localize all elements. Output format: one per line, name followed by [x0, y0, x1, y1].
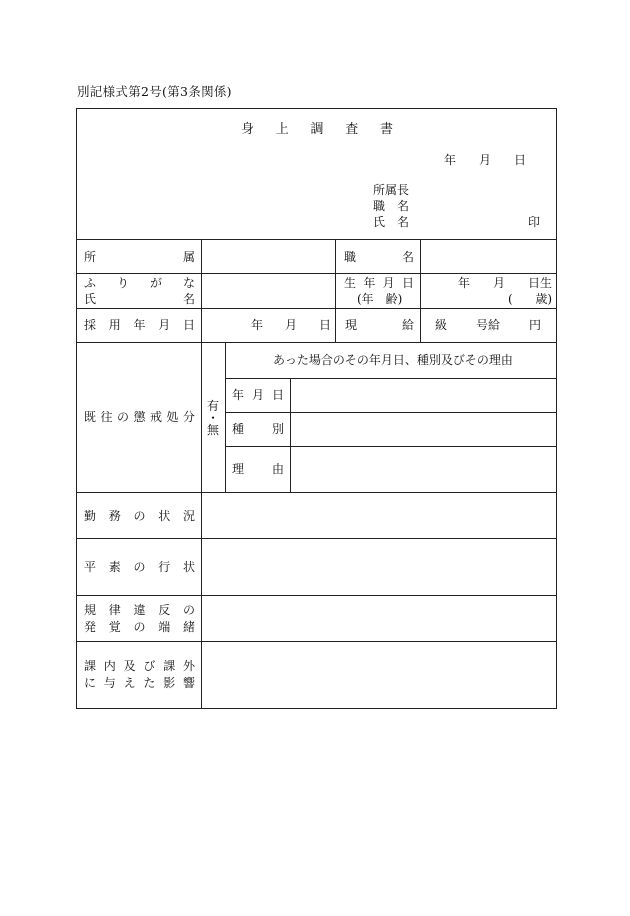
char: 行 — [158, 560, 171, 574]
char: 及 — [123, 659, 136, 673]
char: 書 — [379, 122, 393, 137]
impact-label-line2 — [84, 677, 195, 689]
name-label — [84, 293, 195, 305]
char: 年 — [133, 318, 146, 332]
char: 反 — [158, 603, 171, 617]
daily-conduct-label — [84, 561, 195, 573]
char: た — [143, 676, 156, 690]
char: 違 — [133, 603, 146, 617]
char: に — [84, 676, 97, 690]
char: 日 — [513, 153, 526, 167]
char: 種 — [232, 422, 245, 436]
age-value[interactable] — [508, 293, 552, 305]
form-title — [241, 123, 393, 136]
char: 覚 — [108, 620, 121, 634]
char: 月 — [478, 153, 491, 167]
char: が — [149, 276, 162, 290]
char: 分 — [182, 410, 195, 424]
char: 理 — [232, 462, 245, 476]
char: 年 — [251, 318, 264, 332]
char: び — [143, 659, 156, 673]
furigana-label — [84, 277, 195, 289]
report-date[interactable] — [444, 154, 526, 166]
char: 日 — [182, 318, 195, 332]
char: り — [116, 276, 129, 290]
char: 現 — [345, 318, 358, 332]
char: 採 — [84, 318, 97, 332]
char: の — [182, 603, 195, 617]
char: え — [123, 676, 136, 690]
violation-discovery-label-line1 — [84, 604, 195, 616]
no-option[interactable]: 無 — [207, 423, 220, 437]
char: 年 — [363, 276, 376, 290]
char: 歳) — [535, 292, 552, 306]
char: の — [133, 560, 146, 574]
birthdate-label — [344, 277, 414, 289]
char: 月 — [382, 276, 395, 290]
chief-post-label — [373, 200, 409, 212]
char: 課 — [84, 659, 97, 673]
char: 況 — [182, 509, 195, 523]
char: 氏 — [84, 292, 97, 306]
char: 職 — [373, 199, 386, 213]
seal-mark: 印 — [528, 215, 541, 229]
separator-dot: ・ — [207, 411, 220, 425]
char: 課 — [163, 659, 176, 673]
char: 務 — [108, 509, 121, 523]
char: 懲 — [133, 410, 146, 424]
char: 由 — [271, 462, 284, 476]
char: 日 — [271, 388, 284, 402]
char: 円 — [528, 318, 541, 332]
impact-label-line1 — [84, 660, 195, 672]
current-salary-label — [345, 319, 414, 331]
form-caption: 別記様式第2号(第3条関係) — [77, 84, 232, 99]
char: 給 — [401, 318, 414, 332]
disciplinary-history-label — [84, 411, 195, 423]
discipline-type-label — [232, 423, 284, 435]
char: 氏 — [373, 215, 386, 229]
char: 調 — [310, 122, 324, 137]
char: 外 — [182, 659, 195, 673]
discipline-date-label — [232, 389, 284, 401]
char: 年 — [444, 153, 457, 167]
birthdate-value[interactable] — [458, 277, 552, 289]
char: 年 — [458, 276, 471, 290]
char: 職 — [344, 250, 357, 264]
char: 生 — [344, 276, 357, 290]
char: 別 — [271, 422, 284, 436]
char: 勤 — [84, 509, 97, 523]
chief-name-label — [373, 216, 409, 228]
salary-grade-value[interactable] — [435, 319, 541, 331]
char: 名 — [396, 199, 409, 213]
char: 日 — [318, 318, 331, 332]
char: ( — [508, 292, 513, 306]
work-status-label — [84, 510, 195, 522]
hire-date-label — [84, 319, 195, 331]
post-label — [344, 251, 414, 263]
char: 処 — [166, 410, 179, 424]
char: の — [133, 620, 146, 634]
yes-option[interactable]: 有 — [207, 399, 220, 413]
age-label: (年 齢) — [357, 292, 403, 306]
char: 月 — [284, 318, 297, 332]
char: の — [116, 410, 129, 424]
char: 査 — [345, 122, 359, 137]
char: 用 — [108, 318, 121, 332]
char: 緒 — [182, 620, 195, 634]
char: ふ — [84, 276, 97, 290]
char: 級 — [435, 318, 448, 332]
char: 日生 — [527, 276, 552, 290]
char: 既 — [84, 410, 97, 424]
hire-date-value[interactable] — [251, 319, 331, 331]
char: 名 — [401, 250, 414, 264]
char: 戒 — [149, 410, 162, 424]
char: 状 — [182, 560, 195, 574]
char: 発 — [84, 620, 97, 634]
char: な — [182, 276, 195, 290]
char: 月 — [492, 276, 505, 290]
char: 月 — [251, 388, 264, 402]
char: 所 — [84, 250, 97, 264]
discipline-note: あった場合のその年月日、種別及びその理由 — [273, 353, 513, 367]
char: 年 — [232, 388, 245, 402]
affiliation-label — [84, 251, 195, 263]
char: 身 — [241, 122, 255, 137]
char: 属 — [182, 250, 195, 264]
chief-label: 所属長 — [373, 183, 410, 197]
violation-discovery-label-line2 — [84, 621, 195, 633]
char: 状 — [158, 509, 171, 523]
char: 与 — [103, 676, 116, 690]
char: 規 — [84, 603, 97, 617]
char: 響 — [182, 676, 195, 690]
char: 素 — [108, 560, 121, 574]
char: 月 — [158, 318, 171, 332]
personal-record-form — [76, 108, 557, 709]
char: 日 — [401, 276, 414, 290]
char: 名 — [396, 215, 409, 229]
char: 律 — [108, 603, 121, 617]
char: 端 — [158, 620, 171, 634]
char: 平 — [84, 560, 97, 574]
char: 内 — [103, 659, 116, 673]
discipline-reason-label — [232, 463, 284, 475]
char: の — [133, 509, 146, 523]
char: 号給 — [475, 318, 500, 332]
char: 影 — [163, 676, 176, 690]
char: 名 — [182, 292, 195, 306]
char: 往 — [100, 410, 113, 424]
char: 上 — [275, 122, 289, 137]
